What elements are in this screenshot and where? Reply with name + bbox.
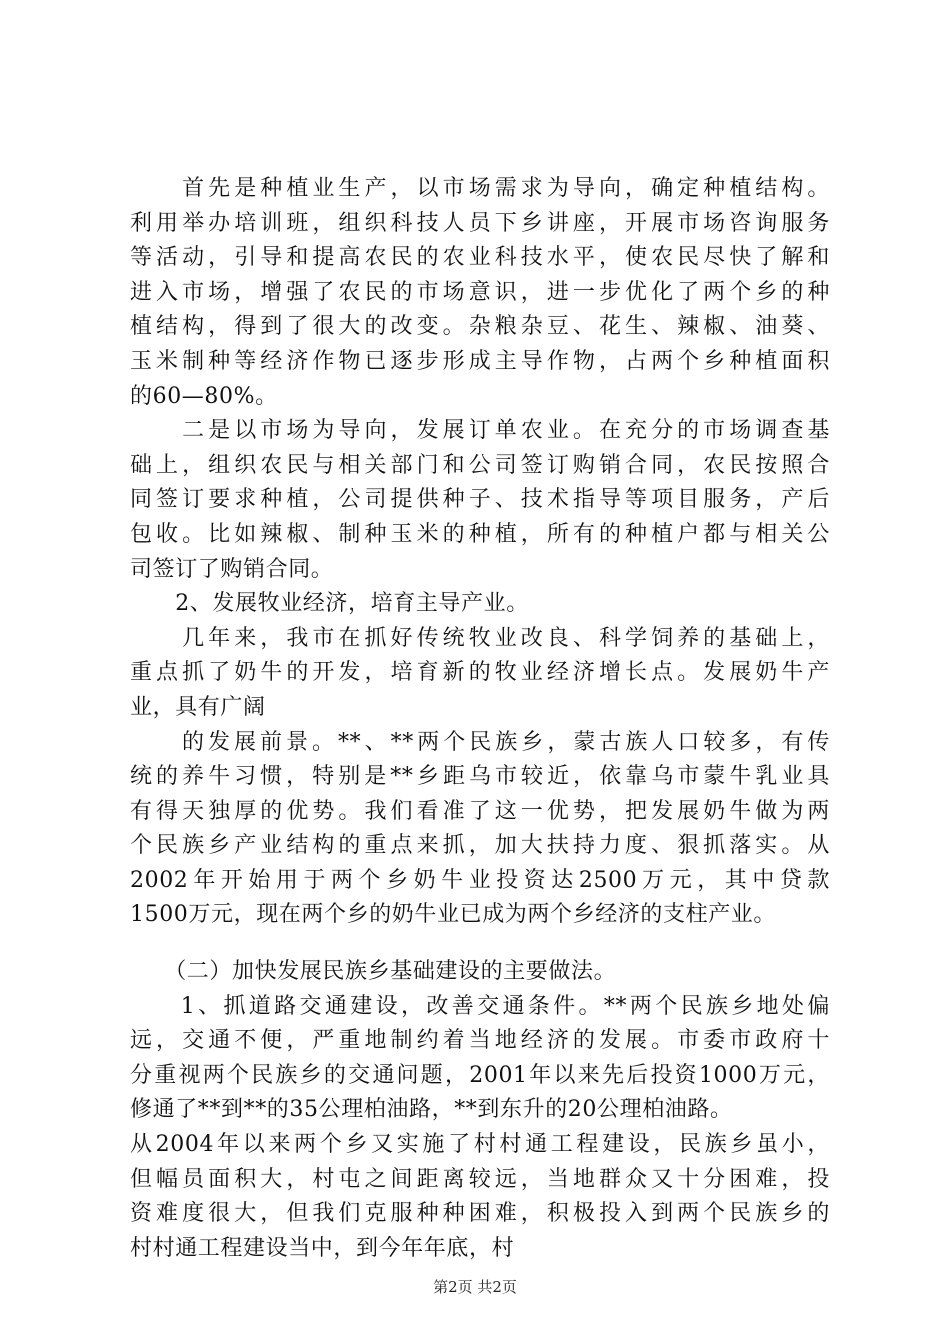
text-line: 远，交通不便，严重地制约着当地经济的发展。市委市政府十 [130,1028,830,1054]
text-line: 资难度很大，但我们克服种种困难，积极投入到两个民族乡的 [130,1201,830,1227]
text-line: 二是以市场为导向，发展订单农业。在充分的市场调查基 [130,418,830,444]
text-line: 2、发展牧业经济，培育主导产业。 [130,591,529,617]
text-line: 几年来，我市在抓好传统牧业改良、科学饲养的基础上， [130,625,830,651]
text-line: 统的养牛习惯，特别是**乡距乌市较近，依靠乌市蒙牛乳业具 [130,764,830,790]
text-line: 分重视两个民族乡的交通问题，2001年以来先后投资1000万元， [130,1062,830,1088]
text-line: 础上，组织农民与相关部门和公司签订购销合同，农民按照合 [130,452,830,478]
text-line: 修通了**到**的35公理柏油路，**到东升的20公理柏油路。 [130,1097,733,1123]
text-line: 业，具有广阔 [130,694,266,720]
text-line: 利用举办培训班，组织科技人员下乡讲座，开展市场咨询服务 [130,210,830,236]
text-line: 2002年开始用于两个乡奶牛业投资达2500万元，其中贷款 [130,867,830,893]
text-line: 村村通工程建设当中，到今年年底，村 [130,1235,515,1261]
text-line: 从2004年以来两个乡又实施了村村通工程建设，民族乡虽小， [130,1132,830,1158]
text-line: 进入市场，增强了农民的市场意识，进一步优化了两个乡的种 [130,279,830,305]
text-line: 的60—80%。 [130,383,278,409]
section-heading: （二）加快发展民族乡基础建设的主要做法。 [130,959,617,985]
document-body [130,172,830,1266]
text-line: 1、抓道路交通建设，改善交通条件。**两个民族乡地处偏 [130,993,830,1019]
page-footer: 第2页 共2页 [433,1278,517,1296]
text-line: 植结构，得到了很大的改变。杂粮杂豆、花生、辣椒、油葵、 [130,314,830,340]
text-line: 重点抓了奶牛的开发，培育新的牧业经济增长点。发展奶牛产 [130,660,830,686]
text-line: 玉米制种等经济作物已逐步形成主导作物，占两个乡种植面积 [130,348,830,374]
text-line: 1500万元，现在两个乡的奶牛业已成为两个乡经济的支柱产业。 [130,902,776,928]
text-line: 同签订要求种植，公司提供种子、技术指导等项目服务，产后 [130,487,830,513]
paragraph-gap [130,933,830,955]
text-line: 等活动，引导和提高农民的农业科技水平，使农民尽快了解和 [130,245,830,271]
text-line: 个民族乡产业结构的重点来抓，加大扶持力度、狠抓落实。从 [130,833,830,859]
text-line: 的发展前景。**、**两个民族乡，蒙古族人口较多，有传 [130,729,830,755]
text-line: 司签订了购销合同。 [130,556,334,582]
text-line: 但幅员面积大，村屯之间距离较远，当地群众又十分困难，投 [130,1166,830,1192]
text-line: 包收。比如辣椒、制种玉米的种植，所有的种植户都与相关公 [130,521,830,547]
text-line: 首先是种植业生产，以市场需求为导向，确定种植结构。 [130,176,830,201]
text-line: 有得天独厚的优势。我们看准了这一优势，把发展奶牛做为两 [130,798,830,824]
